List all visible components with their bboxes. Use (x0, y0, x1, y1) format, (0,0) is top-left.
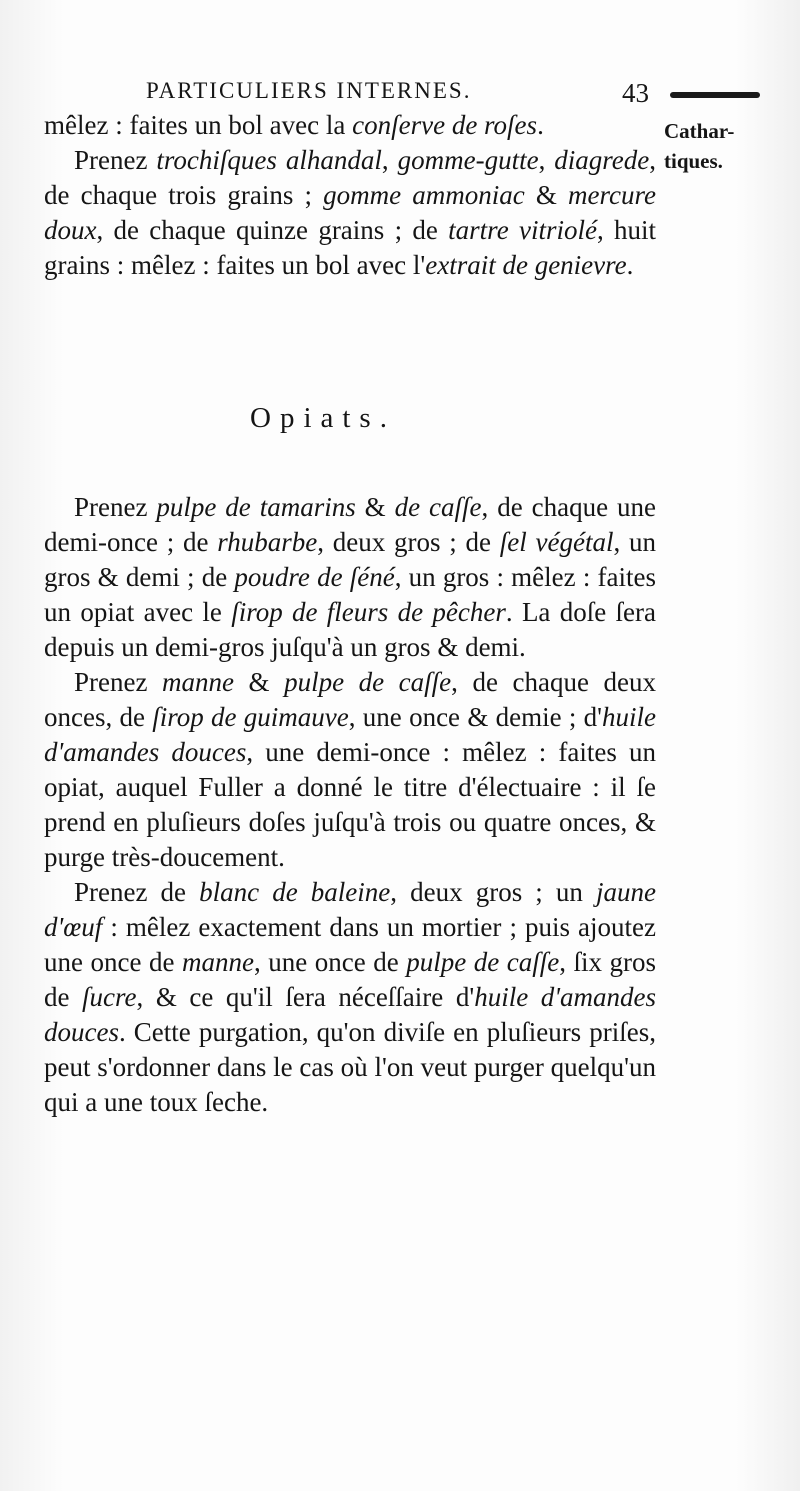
page-number: 43 (622, 78, 649, 108)
paragraph-bol-recipe: Prenez trochiſques alhandal, gomme-gutte, diagrede, de chaque trois grains ; gomme ammoniac & mercure doux, de chaque quinze grains ; de tartre vitriolé, huit grains : mêlez : faites un bol avec l'extrait de genievre. (44, 145, 657, 280)
margin-note-line-2: tiques. (664, 149, 723, 173)
paragraph-opiat-3: Prenez de blanc de baleine, deux gros ; un jaune d'œuf : mêlez exactement dans un mortier ; puis ajoutez une once de manne, une once de pulpe de caſſe, ſix gros de ſucre, & ce qu'il ſera néceſſaire d'huile d'amandes douces. Cette purgation, qu'on diviſe en pluſieurs priſes, peut s'ordonner dans le cas où l'on veut purger quelqu'un qui a une toux ſeche. (44, 877, 656, 1117)
header-rule-ornament (670, 92, 760, 98)
margin-note-line-1: Cathar- (664, 119, 735, 143)
paragraph-opiat-1: Prenez pulpe de tamarins & de caſſe, de chaque une demi-once ; de rhubarbe, deux gros ; de ſel végétal, un gros & demi ; de poudre de ſéné, un gros : mêlez : faites un opiat avec le ſirop de fleurs de pêcher. La doſe ſera depuis un demi-gros juſqu'à un gros & demi. (44, 492, 656, 662)
text-block-top (44, 108, 656, 283)
section-heading: Opiats. (250, 402, 396, 434)
running-title: PARTICULIERS INTERNES. (146, 78, 472, 103)
paragraph-continuation: mêlez : faites un bol avec la conſerve de roſes. (44, 110, 544, 140)
margin-note (664, 116, 800, 176)
page-header (146, 74, 666, 110)
text-block-opiats (44, 490, 656, 1120)
paragraph-opiat-2: Prenez manne & pulpe de caſſe, de chaque deux onces, de ſirop de guimauve, une once & demie ; d'huile d'amandes douces, une demi-once : mêlez : faites un opiat, auquel Fuller a donné le titre d'électuaire : il ſe prend en pluſieurs doſes juſqu'à trois ou quatre onces, & purge très-doucement. (44, 667, 656, 872)
